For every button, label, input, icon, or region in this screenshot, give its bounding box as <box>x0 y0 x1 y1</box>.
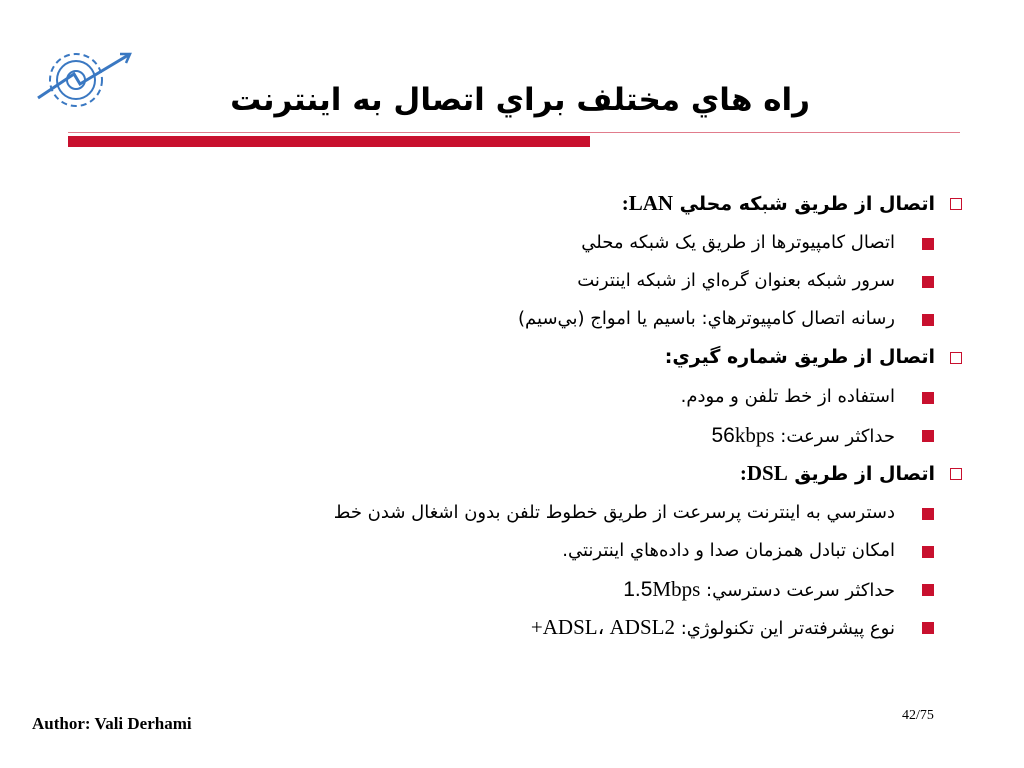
filled-square-bullet-icon <box>922 622 934 634</box>
filled-square-bullet-icon <box>922 314 934 326</box>
list-item <box>140 534 935 572</box>
list-item-text: دسترسي به اينترنت پرسرعت از طريق خطوط تلفن بدون اشغال شدن خط <box>333 502 895 523</box>
list-item-text: استفاده از خط تلفن و مودم. <box>680 386 895 407</box>
section-heading-text: اتصال از طريق شبکه محلي <box>673 193 935 215</box>
list-item <box>140 380 935 418</box>
list-item-text: سرور شبکه بعنوان گره‌اي از شبکه اينترنت <box>577 270 895 291</box>
section-dialup <box>140 340 935 380</box>
list-item <box>140 264 935 302</box>
list-item-text: امکان تبادل همزمان صدا و داده‌هاي اينترنتي. <box>562 540 895 561</box>
section-heading-text: اتصال از طريق <box>787 463 935 485</box>
filled-square-bullet-icon <box>922 392 934 404</box>
section-heading-suffix: : <box>621 191 629 215</box>
filled-square-bullet-icon <box>922 276 934 288</box>
university-logo-icon <box>34 40 134 120</box>
speed-unit: kbps <box>734 423 775 447</box>
section-dsl <box>140 456 935 496</box>
hollow-square-bullet-icon <box>950 468 962 480</box>
list-item-text: اتصال کامپيوترها از طريق يک شبکه محلي <box>581 232 895 253</box>
list-item-text: حداکثر سرعت دسترسي: <box>700 580 895 601</box>
slide-title: راه هاي مختلف براي اتصال به اينترنت <box>230 82 810 118</box>
filled-square-bullet-icon <box>922 546 934 558</box>
list-item-text: رسانه اتصال کامپيوترهاي: باسيم يا امواج (بي‌سيم) <box>518 308 895 329</box>
author-footer: Author: Vali Derhami <box>32 714 192 733</box>
section-heading-suffix: : <box>739 461 747 485</box>
title-rule-thin <box>68 132 960 133</box>
page-number: 42/75 <box>902 708 934 723</box>
list-item <box>140 610 935 648</box>
filled-square-bullet-icon <box>922 430 934 442</box>
speed-unit: Mbps <box>652 577 701 601</box>
slide-body <box>140 186 935 648</box>
hollow-square-bullet-icon <box>950 352 962 364</box>
filled-square-bullet-icon <box>922 584 934 596</box>
section-lan <box>140 186 935 226</box>
technology-names: ADSL، ADSL2+ <box>530 615 675 639</box>
section-heading-text: اتصال از طريق شماره گيري: <box>664 346 935 368</box>
list-item <box>140 572 935 610</box>
list-item <box>140 418 935 456</box>
speed-value: 56 <box>711 424 735 447</box>
list-item <box>140 302 935 340</box>
speed-value: 1.5 <box>623 578 653 601</box>
list-item <box>140 496 935 534</box>
filled-square-bullet-icon <box>922 238 934 250</box>
list-item-text: حداکثر سرعت: <box>774 426 895 447</box>
section-heading-latin: DSL <box>746 461 788 485</box>
list-item-text: نوع پيشرفته‌تر اين تکنولوژي: <box>674 618 895 639</box>
section-heading-latin: LAN <box>628 191 674 215</box>
filled-square-bullet-icon <box>922 508 934 520</box>
title-rule-thick <box>68 136 590 147</box>
list-item <box>140 226 935 264</box>
hollow-square-bullet-icon <box>950 198 962 210</box>
